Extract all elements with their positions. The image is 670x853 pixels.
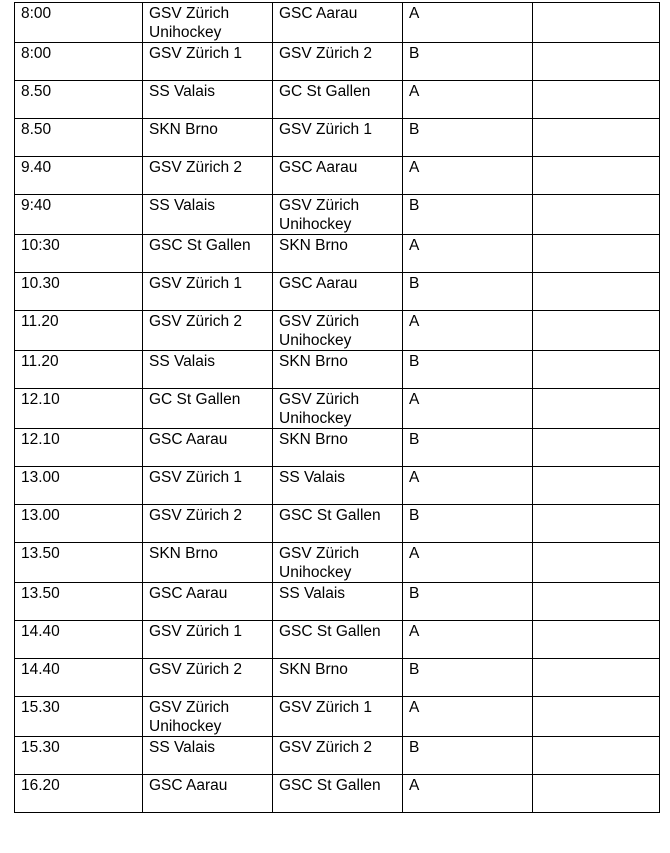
- table-row: [15, 235, 660, 273]
- group-cell: A: [403, 157, 533, 195]
- schedule-body: [15, 3, 660, 813]
- table-row: [15, 195, 660, 235]
- away-cell: GSC Aarau: [273, 273, 403, 311]
- home-cell: GSV Zürich 2: [143, 505, 273, 543]
- group-cell: A: [403, 3, 533, 43]
- away-cell: GSC Aarau: [273, 3, 403, 43]
- home-cell: SS Valais: [143, 351, 273, 389]
- away-cell: GSV Zürich Unihockey: [273, 389, 403, 429]
- away-cell: SS Valais: [273, 583, 403, 621]
- table-row: [15, 775, 660, 813]
- result-cell: [533, 543, 660, 583]
- away-cell: SKN Brno: [273, 429, 403, 467]
- table-row: [15, 737, 660, 775]
- group-cell: B: [403, 195, 533, 235]
- time-cell: 8.50: [15, 81, 143, 119]
- result-cell: [533, 775, 660, 813]
- group-cell: B: [403, 583, 533, 621]
- away-cell: GSV Zürich 2: [273, 43, 403, 81]
- home-cell: GSV Zürich 2: [143, 157, 273, 195]
- group-cell: A: [403, 775, 533, 813]
- away-cell: GSV Zürich 1: [273, 119, 403, 157]
- table-row: [15, 119, 660, 157]
- result-cell: [533, 429, 660, 467]
- time-cell: 14.40: [15, 621, 143, 659]
- home-cell: GC St Gallen: [143, 389, 273, 429]
- time-cell: 14.40: [15, 659, 143, 697]
- table-row: [15, 3, 660, 43]
- group-cell: A: [403, 311, 533, 351]
- group-cell: A: [403, 543, 533, 583]
- table-row: [15, 621, 660, 659]
- result-cell: [533, 119, 660, 157]
- home-cell: GSV Zürich 1: [143, 467, 273, 505]
- table-row: [15, 583, 660, 621]
- result-cell: [533, 737, 660, 775]
- group-cell: A: [403, 467, 533, 505]
- away-cell: GSV Zürich 1: [273, 697, 403, 737]
- away-cell: GSV Zürich Unihockey: [273, 311, 403, 351]
- match-schedule-table: [14, 2, 660, 813]
- group-cell: B: [403, 659, 533, 697]
- group-cell: B: [403, 737, 533, 775]
- away-cell: GSC St Gallen: [273, 775, 403, 813]
- schedule-sheet: [14, 2, 660, 813]
- home-cell: GSV Zürich Unihockey: [143, 3, 273, 43]
- result-cell: [533, 389, 660, 429]
- group-cell: B: [403, 505, 533, 543]
- home-cell: GSV Zürich 2: [143, 311, 273, 351]
- away-cell: SKN Brno: [273, 235, 403, 273]
- result-cell: [533, 621, 660, 659]
- time-cell: 13.50: [15, 543, 143, 583]
- home-cell: GSV Zürich 1: [143, 621, 273, 659]
- result-cell: [533, 81, 660, 119]
- home-cell: GSC Aarau: [143, 775, 273, 813]
- time-cell: 13.50: [15, 583, 143, 621]
- home-cell: GSV Zürich 1: [143, 43, 273, 81]
- group-cell: A: [403, 697, 533, 737]
- away-cell: GSV Zürich Unihockey: [273, 543, 403, 583]
- time-cell: 12.10: [15, 389, 143, 429]
- result-cell: [533, 157, 660, 195]
- table-row: [15, 273, 660, 311]
- home-cell: SS Valais: [143, 737, 273, 775]
- away-cell: GC St Gallen: [273, 81, 403, 119]
- time-cell: 8.50: [15, 119, 143, 157]
- home-cell: GSV Zürich 1: [143, 273, 273, 311]
- table-row: [15, 81, 660, 119]
- group-cell: A: [403, 389, 533, 429]
- result-cell: [533, 43, 660, 81]
- group-cell: A: [403, 621, 533, 659]
- group-cell: B: [403, 43, 533, 81]
- time-cell: 13.00: [15, 467, 143, 505]
- group-cell: B: [403, 119, 533, 157]
- time-cell: 13.00: [15, 505, 143, 543]
- home-cell: SS Valais: [143, 81, 273, 119]
- home-cell: GSV Zürich Unihockey: [143, 697, 273, 737]
- time-cell: 15.30: [15, 697, 143, 737]
- table-row: [15, 543, 660, 583]
- away-cell: GSC St Gallen: [273, 621, 403, 659]
- table-row: [15, 429, 660, 467]
- result-cell: [533, 273, 660, 311]
- home-cell: GSC St Gallen: [143, 235, 273, 273]
- table-row: [15, 697, 660, 737]
- result-cell: [533, 505, 660, 543]
- time-cell: 12.10: [15, 429, 143, 467]
- result-cell: [533, 195, 660, 235]
- time-cell: 10:30: [15, 235, 143, 273]
- result-cell: [533, 467, 660, 505]
- time-cell: 11.20: [15, 311, 143, 351]
- table-row: [15, 157, 660, 195]
- group-cell: A: [403, 81, 533, 119]
- table-row: [15, 43, 660, 81]
- result-cell: [533, 235, 660, 273]
- result-cell: [533, 311, 660, 351]
- away-cell: GSV Zürich 2: [273, 737, 403, 775]
- home-cell: GSV Zürich 2: [143, 659, 273, 697]
- time-cell: 8:00: [15, 3, 143, 43]
- home-cell: GSC Aarau: [143, 583, 273, 621]
- result-cell: [533, 583, 660, 621]
- home-cell: SKN Brno: [143, 543, 273, 583]
- group-cell: A: [403, 235, 533, 273]
- away-cell: GSC St Gallen: [273, 505, 403, 543]
- time-cell: 16.20: [15, 775, 143, 813]
- result-cell: [533, 659, 660, 697]
- away-cell: GSC Aarau: [273, 157, 403, 195]
- table-row: [15, 505, 660, 543]
- time-cell: 8:00: [15, 43, 143, 81]
- result-cell: [533, 3, 660, 43]
- away-cell: SKN Brno: [273, 351, 403, 389]
- result-cell: [533, 351, 660, 389]
- time-cell: 15.30: [15, 737, 143, 775]
- time-cell: 9:40: [15, 195, 143, 235]
- group-cell: B: [403, 351, 533, 389]
- time-cell: 9.40: [15, 157, 143, 195]
- table-row: [15, 467, 660, 505]
- table-row: [15, 389, 660, 429]
- time-cell: 10.30: [15, 273, 143, 311]
- time-cell: 11.20: [15, 351, 143, 389]
- group-cell: B: [403, 429, 533, 467]
- away-cell: GSV Zürich Unihockey: [273, 195, 403, 235]
- group-cell: B: [403, 273, 533, 311]
- home-cell: SKN Brno: [143, 119, 273, 157]
- table-row: [15, 659, 660, 697]
- result-cell: [533, 697, 660, 737]
- away-cell: SS Valais: [273, 467, 403, 505]
- home-cell: SS Valais: [143, 195, 273, 235]
- table-row: [15, 311, 660, 351]
- home-cell: GSC Aarau: [143, 429, 273, 467]
- away-cell: SKN Brno: [273, 659, 403, 697]
- table-row: [15, 351, 660, 389]
